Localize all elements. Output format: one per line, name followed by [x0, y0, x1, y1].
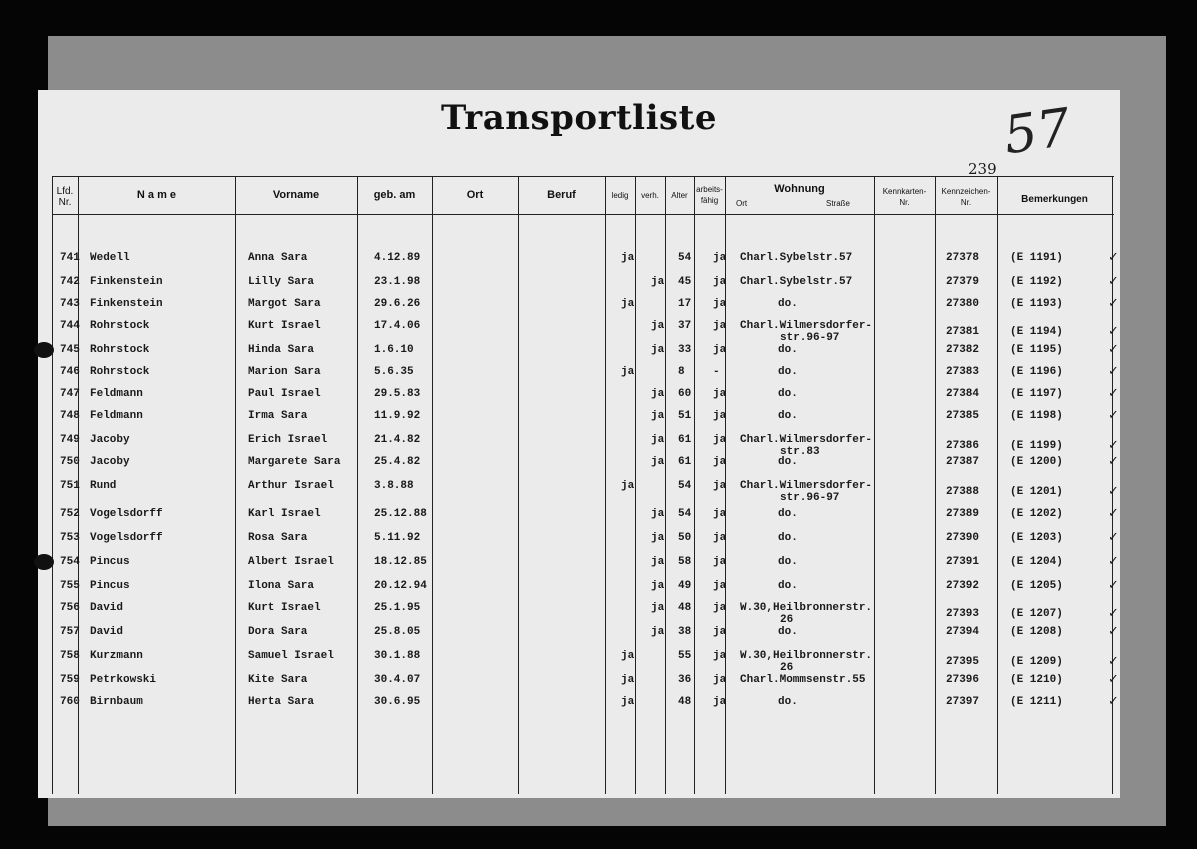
table-row [38, 480, 1120, 504]
row-geb-am: 30.6.95 [374, 696, 421, 708]
row-arbeitsfaehig: ja [713, 674, 727, 686]
row-bemerkungen: (E 1201) [1010, 486, 1063, 498]
row-bemerkungen: (E 1200) [1010, 456, 1063, 468]
document-title: Transportliste [440, 98, 717, 138]
row-kennzeichen-nr: 27379 [946, 276, 980, 288]
row-name: David [90, 626, 124, 638]
row-wohnung: do. [778, 508, 798, 520]
row-geb-am: 25.8.05 [374, 626, 421, 638]
row-name: Feldmann [90, 410, 143, 422]
check-mark-icon: ✓ [1108, 342, 1119, 357]
row-number: 757 [60, 626, 80, 638]
row-number: 741 [60, 252, 80, 264]
row-number: 754 [60, 556, 80, 568]
row-alter: 55 [678, 650, 692, 662]
row-vorname: Rosa Sara [248, 532, 308, 544]
row-arbeitsfaehig: ja [713, 556, 727, 568]
row-kennzeichen-nr: 27384 [946, 388, 980, 400]
row-verh: ja [651, 344, 665, 356]
table-row [38, 532, 1120, 552]
check-mark-icon: ✓ [1108, 606, 1119, 621]
row-arbeitsfaehig: ja [713, 580, 727, 592]
row-wohnung: do. [778, 696, 798, 708]
row-alter: 50 [678, 532, 692, 544]
row-geb-am: 11.9.92 [374, 410, 421, 422]
check-mark-icon: ✓ [1108, 672, 1119, 687]
row-name: Rohrstock [90, 320, 150, 332]
row-arbeitsfaehig: ja [713, 508, 727, 520]
row-wohnung: do. [778, 298, 798, 310]
row-vorname: Anna Sara [248, 252, 308, 264]
header-ort: Ort [466, 189, 484, 201]
row-wohnung: Charl.Wilmersdorfer- [740, 480, 873, 492]
header-wohnung-strasse: Straße [826, 199, 851, 208]
header-verh: verh. [641, 191, 659, 200]
row-arbeitsfaehig: ja [713, 410, 727, 422]
row-vorname: Samuel Israel [248, 650, 334, 662]
check-mark-icon: ✓ [1108, 364, 1119, 379]
row-alter: 33 [678, 344, 692, 356]
row-vorname: Hinda Sara [248, 344, 315, 356]
table-row [38, 456, 1120, 476]
row-kennzeichen-nr: 27383 [946, 366, 980, 378]
row-geb-am: 5.6.35 [374, 366, 414, 378]
row-verh: ja [651, 556, 665, 568]
row-verh: ja [651, 602, 665, 614]
page-number: 239 [968, 160, 997, 178]
row-wohnung: do. [778, 532, 798, 544]
header-wohnung-ort: Ort [736, 199, 748, 208]
row-number: 750 [60, 456, 80, 468]
check-mark-icon: ✓ [1108, 654, 1119, 669]
row-alter: 61 [678, 456, 692, 468]
header-kennzeichen: Kennzeichen- Nr. [941, 187, 991, 207]
row-vorname: Irma Sara [248, 410, 308, 422]
row-vorname: Marion Sara [248, 366, 321, 378]
row-name: David [90, 602, 124, 614]
row-kennzeichen-nr: 27386 [946, 440, 980, 452]
row-name: Rohrstock [90, 366, 150, 378]
row-vorname: Margarete Sara [248, 456, 341, 468]
row-verh: ja [651, 626, 665, 638]
row-wohnung: do. [778, 388, 798, 400]
row-bemerkungen: (E 1202) [1010, 508, 1063, 520]
row-geb-am: 29.5.83 [374, 388, 421, 400]
row-number: 744 [60, 320, 80, 332]
row-number: 742 [60, 276, 80, 288]
row-ledig: ja [621, 696, 635, 708]
row-number: 747 [60, 388, 80, 400]
header-name: N a m e [136, 189, 177, 201]
row-arbeitsfaehig: ja [713, 320, 727, 332]
row-ledig: ja [621, 480, 635, 492]
row-alter: 8 [678, 366, 685, 378]
row-arbeitsfaehig: - [713, 366, 720, 378]
ink-blot [34, 342, 54, 358]
row-arbeitsfaehig: ja [713, 276, 727, 288]
row-wohnung-line2: str.96-97 [780, 492, 840, 504]
table-row [38, 344, 1120, 364]
row-number: 746 [60, 366, 80, 378]
row-alter: 17 [678, 298, 692, 310]
row-alter: 58 [678, 556, 692, 568]
row-vorname: Ilona Sara [248, 580, 315, 592]
header-beruf: Beruf [547, 189, 576, 201]
table-row [38, 674, 1120, 694]
row-verh: ja [651, 532, 665, 544]
row-arbeitsfaehig: ja [713, 434, 727, 446]
check-mark-icon: ✓ [1108, 324, 1119, 339]
row-bemerkungen: (E 1197) [1010, 388, 1063, 400]
row-wohnung-line2: 26 [780, 614, 794, 626]
row-bemerkungen: (E 1209) [1010, 656, 1063, 668]
row-vorname: Arthur Israel [248, 480, 334, 492]
row-geb-am: 30.4.07 [374, 674, 421, 686]
row-bemerkungen: (E 1210) [1010, 674, 1063, 686]
row-alter: 54 [678, 508, 692, 520]
row-bemerkungen: (E 1193) [1010, 298, 1063, 310]
row-vorname: Erich Israel [248, 434, 328, 446]
row-geb-am: 18.12.85 [374, 556, 427, 568]
row-wohnung-line2: 26 [780, 662, 794, 674]
handwritten-number: 57 [1000, 97, 1075, 167]
row-wohnung: W.30,Heilbronnerstr. [740, 602, 873, 614]
row-kennzeichen-nr: 27397 [946, 696, 980, 708]
row-kennzeichen-nr: 27381 [946, 326, 980, 338]
table-row [38, 556, 1120, 576]
row-number: 755 [60, 580, 80, 592]
row-kennzeichen-nr: 27392 [946, 580, 980, 592]
row-kennzeichen-nr: 27396 [946, 674, 980, 686]
header-geb-am: geb. am [373, 189, 416, 201]
row-kennzeichen-nr: 27378 [946, 252, 980, 264]
row-wohnung: W.30,Heilbronnerstr. [740, 650, 873, 662]
row-kennzeichen-nr: 27394 [946, 626, 980, 638]
row-verh: ja [651, 388, 665, 400]
table-row [38, 508, 1120, 528]
row-kennzeichen-nr: 27388 [946, 486, 980, 498]
row-bemerkungen: (E 1192) [1010, 276, 1063, 288]
row-arbeitsfaehig: ja [713, 480, 727, 492]
row-kennzeichen-nr: 27390 [946, 532, 980, 544]
row-arbeitsfaehig: ja [713, 602, 727, 614]
row-ledig: ja [621, 366, 635, 378]
header-lfd-nr: Lfd. Nr. [56, 186, 74, 208]
row-verh: ja [651, 434, 665, 446]
row-bemerkungen: (E 1204) [1010, 556, 1063, 568]
table-row [38, 298, 1120, 318]
row-vorname: Paul Israel [248, 388, 321, 400]
table-row [38, 434, 1120, 458]
row-number: 753 [60, 532, 80, 544]
row-wohnung: Charl.Wilmersdorfer- [740, 434, 873, 446]
row-wohnung: do. [778, 456, 798, 468]
row-wohnung: Charl.Mommsenstr.55 [740, 674, 866, 686]
header-alter: Alter [671, 191, 688, 200]
row-alter: 38 [678, 626, 692, 638]
row-arbeitsfaehig: ja [713, 298, 727, 310]
row-vorname: Albert Israel [248, 556, 334, 568]
row-number: 758 [60, 650, 80, 662]
row-arbeitsfaehig: ja [713, 388, 727, 400]
row-geb-am: 30.1.88 [374, 650, 421, 662]
header-ledig: ledig [611, 191, 629, 200]
row-wohnung: Charl.Sybelstr.57 [740, 276, 853, 288]
row-alter: 37 [678, 320, 692, 332]
row-alter: 48 [678, 602, 692, 614]
row-arbeitsfaehig: ja [713, 532, 727, 544]
row-alter: 51 [678, 410, 692, 422]
row-wohnung: do. [778, 626, 798, 638]
table-row [38, 602, 1120, 626]
row-wohnung: do. [778, 366, 798, 378]
row-geb-am: 23.1.98 [374, 276, 421, 288]
row-number: 743 [60, 298, 80, 310]
check-mark-icon: ✓ [1108, 274, 1119, 289]
row-wohnung: Charl.Sybelstr.57 [740, 252, 853, 264]
row-name: Jacoby [90, 434, 130, 446]
row-kennzeichen-nr: 27391 [946, 556, 980, 568]
ink-blot [34, 554, 54, 570]
row-geb-am: 20.12.94 [374, 580, 427, 592]
row-name: Pincus [90, 556, 130, 568]
table-row [38, 252, 1120, 272]
row-geb-am: 5.11.92 [374, 532, 421, 544]
check-mark-icon: ✓ [1108, 694, 1119, 709]
check-mark-icon: ✓ [1108, 296, 1119, 311]
row-kennzeichen-nr: 27385 [946, 410, 980, 422]
row-bemerkungen: (E 1191) [1010, 252, 1063, 264]
row-name: Vogelsdorff [90, 532, 163, 544]
row-bemerkungen: (E 1203) [1010, 532, 1063, 544]
row-vorname: Lilly Sara [248, 276, 315, 288]
row-name: Wedell [90, 252, 130, 264]
row-arbeitsfaehig: ja [713, 650, 727, 662]
row-kennzeichen-nr: 27389 [946, 508, 980, 520]
row-number: 749 [60, 434, 80, 446]
row-alter: 54 [678, 252, 692, 264]
row-geb-am: 29.6.26 [374, 298, 421, 310]
row-arbeitsfaehig: ja [713, 626, 727, 638]
table-row [38, 410, 1120, 430]
row-alter: 45 [678, 276, 692, 288]
row-ledig: ja [621, 650, 635, 662]
table-row [38, 650, 1120, 674]
row-wohnung: do. [778, 344, 798, 356]
row-alter: 61 [678, 434, 692, 446]
row-alter: 36 [678, 674, 692, 686]
header-arbeitsfaehig: arbeits- fähig [696, 185, 723, 205]
row-wohnung: Charl.Wilmersdorfer- [740, 320, 873, 332]
check-mark-icon: ✓ [1108, 506, 1119, 521]
header-bemerkungen: Bemerkungen [1021, 194, 1088, 205]
row-number: 756 [60, 602, 80, 614]
table-row [38, 276, 1120, 296]
header-kennkarten: Kennkarten- Nr. [882, 187, 927, 207]
row-name: Vogelsdorff [90, 508, 163, 520]
row-name: Rund [90, 480, 117, 492]
check-mark-icon: ✓ [1108, 386, 1119, 401]
row-wohnung: do. [778, 580, 798, 592]
row-wohnung-line2: str.96-97 [780, 332, 840, 344]
row-geb-am: 4.12.89 [374, 252, 421, 264]
row-kennzeichen-nr: 27380 [946, 298, 980, 310]
row-name: Finkenstein [90, 276, 163, 288]
row-wohnung: do. [778, 556, 798, 568]
row-name: Petrkowski [90, 674, 157, 686]
row-geb-am: 25.4.82 [374, 456, 421, 468]
header-wohnung: Wohnung [774, 183, 825, 195]
row-bemerkungen: (E 1208) [1010, 626, 1063, 638]
row-verh: ja [651, 508, 665, 520]
check-mark-icon: ✓ [1108, 624, 1119, 639]
row-bemerkungen: (E 1199) [1010, 440, 1063, 452]
check-mark-icon: ✓ [1108, 250, 1119, 265]
table-row [38, 696, 1120, 716]
check-mark-icon: ✓ [1108, 530, 1119, 545]
check-mark-icon: ✓ [1108, 408, 1119, 423]
row-name: Rohrstock [90, 344, 150, 356]
check-mark-icon: ✓ [1108, 438, 1119, 453]
check-mark-icon: ✓ [1108, 578, 1119, 593]
row-geb-am: 3.8.88 [374, 480, 414, 492]
row-number: 751 [60, 480, 80, 492]
row-verh: ja [651, 580, 665, 592]
row-ledig: ja [621, 252, 635, 264]
transport-list-document [38, 90, 1120, 798]
row-bemerkungen: (E 1205) [1010, 580, 1063, 592]
check-mark-icon: ✓ [1108, 484, 1119, 499]
row-bemerkungen: (E 1196) [1010, 366, 1063, 378]
row-vorname: Kurt Israel [248, 320, 321, 332]
row-bemerkungen: (E 1194) [1010, 326, 1063, 338]
row-name: Kurzmann [90, 650, 143, 662]
row-alter: 60 [678, 388, 692, 400]
row-wohnung-line2: str.83 [780, 446, 820, 458]
row-geb-am: 25.1.95 [374, 602, 421, 614]
row-vorname: Karl Israel [248, 508, 321, 520]
row-verh: ja [651, 456, 665, 468]
row-alter: 54 [678, 480, 692, 492]
row-arbeitsfaehig: ja [713, 344, 727, 356]
row-alter: 48 [678, 696, 692, 708]
row-vorname: Kite Sara [248, 674, 308, 686]
row-ledig: ja [621, 674, 635, 686]
row-number: 760 [60, 696, 80, 708]
row-kennzeichen-nr: 27395 [946, 656, 980, 668]
row-vorname: Dora Sara [248, 626, 308, 638]
row-bemerkungen: (E 1207) [1010, 608, 1063, 620]
row-number: 759 [60, 674, 80, 686]
row-vorname: Margot Sara [248, 298, 321, 310]
row-vorname: Kurt Israel [248, 602, 321, 614]
row-bemerkungen: (E 1211) [1010, 696, 1063, 708]
check-mark-icon: ✓ [1108, 454, 1119, 469]
row-kennzeichen-nr: 27382 [946, 344, 980, 356]
row-name: Pincus [90, 580, 130, 592]
row-verh: ja [651, 410, 665, 422]
row-arbeitsfaehig: ja [713, 456, 727, 468]
header-vorname: Vorname [272, 189, 320, 201]
row-ledig: ja [621, 298, 635, 310]
table-row [38, 388, 1120, 408]
table-row [38, 626, 1120, 646]
row-verh: ja [651, 276, 665, 288]
row-kennzeichen-nr: 27393 [946, 608, 980, 620]
table-row [38, 580, 1120, 600]
row-arbeitsfaehig: ja [713, 696, 727, 708]
table-top-rule [52, 176, 1114, 177]
row-number: 752 [60, 508, 80, 520]
row-number: 748 [60, 410, 80, 422]
row-alter: 49 [678, 580, 692, 592]
row-bemerkungen: (E 1198) [1010, 410, 1063, 422]
row-geb-am: 21.4.82 [374, 434, 421, 446]
row-arbeitsfaehig: ja [713, 252, 727, 264]
check-mark-icon: ✓ [1108, 554, 1119, 569]
row-verh: ja [651, 320, 665, 332]
row-name: Jacoby [90, 456, 130, 468]
row-geb-am: 17.4.06 [374, 320, 421, 332]
table-header-rule [52, 214, 1114, 215]
row-vorname: Herta Sara [248, 696, 315, 708]
row-bemerkungen: (E 1195) [1010, 344, 1063, 356]
table-row [38, 366, 1120, 386]
row-name: Birnbaum [90, 696, 143, 708]
row-wohnung: do. [778, 410, 798, 422]
row-geb-am: 25.12.88 [374, 508, 427, 520]
row-geb-am: 1.6.10 [374, 344, 414, 356]
row-kennzeichen-nr: 27387 [946, 456, 980, 468]
row-name: Feldmann [90, 388, 143, 400]
row-name: Finkenstein [90, 298, 163, 310]
table-row [38, 320, 1120, 344]
row-number: 745 [60, 344, 80, 356]
